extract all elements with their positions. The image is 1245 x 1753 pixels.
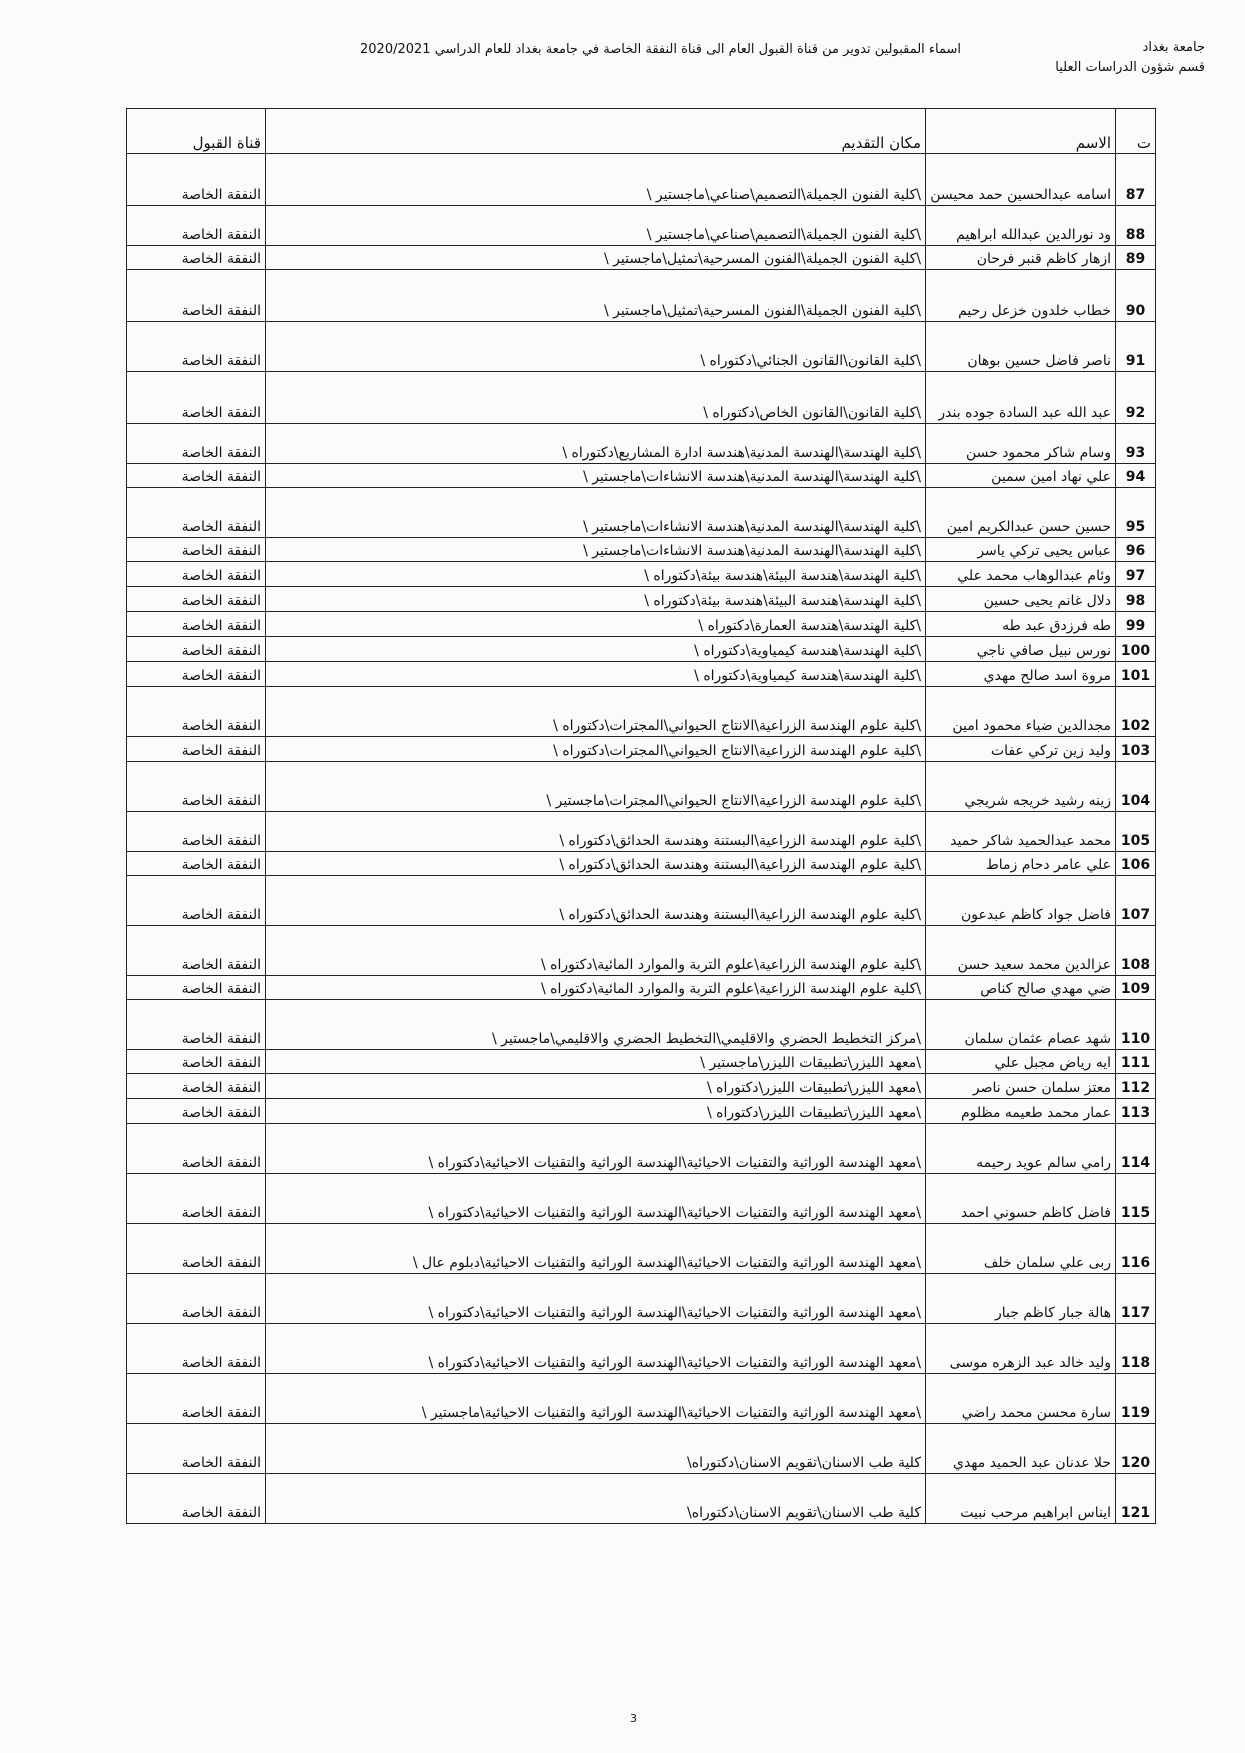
row-channel: النفقة الخاصة <box>127 206 266 246</box>
table-row <box>127 538 1156 562</box>
row-place: \معهد الهندسة الوراثية والتقنيات الاحيائية\الهندسة الوراثية والتقنيات الاحيائية\دبلوم عال \ <box>266 1224 926 1274</box>
row-number: 87 <box>1116 154 1156 206</box>
row-place: \كلية الهندسة\الهندسة المدنية\هندسة الانشاءات\ماجستير \ <box>266 488 926 538</box>
row-place: \كلية الهندسة\هندسة كيمياوية\دكتوراه \ <box>266 637 926 662</box>
table-row <box>127 206 1156 246</box>
row-place: \كلية علوم الهندسة الزراعية\الانتاج الحيواني\المجترات\ماجستير \ <box>266 762 926 812</box>
row-place: \كلية الفنون الجميلة\الفنون المسرحية\تمثيل\ماجستير \ <box>266 246 926 270</box>
row-place: كلية طب الاسنان\تقويم الاسنان\دكتوراه\ <box>266 1424 926 1474</box>
row-number: 120 <box>1116 1424 1156 1474</box>
row-place: \كلية الهندسة\الهندسة المدنية\هندسة ادارة المشاريع\دكتوراه \ <box>266 424 926 464</box>
table-row <box>127 662 1156 687</box>
table-header-row <box>127 109 1156 154</box>
row-name: عبد الله عبد السادة جوده بندر <box>926 372 1116 424</box>
row-name: طه فرزدق عبد طه <box>926 612 1116 637</box>
row-name: عمار محمد طعيمه مظلوم <box>926 1099 1116 1124</box>
row-number: 99 <box>1116 612 1156 637</box>
row-channel: النفقة الخاصة <box>127 1224 266 1274</box>
row-place: \معهد الهندسة الوراثية والتقنيات الاحيائية\الهندسة الوراثية والتقنيات الاحيائية\دكتوراه \ <box>266 1324 926 1374</box>
table-row <box>127 1424 1156 1474</box>
row-number: 112 <box>1116 1074 1156 1099</box>
table-row <box>127 270 1156 322</box>
row-place: كلية طب الاسنان\تقويم الاسنان\دكتوراه\ <box>266 1474 926 1524</box>
table-row <box>127 637 1156 662</box>
row-name: عزالدين محمد سعيد حسن <box>926 926 1116 976</box>
row-number: 91 <box>1116 322 1156 372</box>
row-name: خطاب خلدون خزعل رحيم <box>926 270 1116 322</box>
row-name: معتز سلمان حسن ناصر <box>926 1074 1116 1099</box>
row-channel: النفقة الخاصة <box>127 372 266 424</box>
table-row <box>127 1000 1156 1050</box>
row-name: فاضل كاظم حسوني احمد <box>926 1174 1116 1224</box>
row-channel: النفقة الخاصة <box>127 1000 266 1050</box>
row-number: 100 <box>1116 637 1156 662</box>
row-channel: النفقة الخاصة <box>127 1124 266 1174</box>
department-name: قسم شؤون الدراسات العليا <box>1055 60 1205 75</box>
row-name: ازهار كاظم قنبر فرحان <box>926 246 1116 270</box>
row-channel: النفقة الخاصة <box>127 246 266 270</box>
row-place: \كلية علوم الهندسة الزراعية\البستنة وهندسة الحدائق\دكتوراه \ <box>266 876 926 926</box>
row-number: 102 <box>1116 687 1156 737</box>
header-name: الاسم <box>926 109 1116 154</box>
row-number: 92 <box>1116 372 1156 424</box>
table-row <box>127 464 1156 488</box>
row-number: 104 <box>1116 762 1156 812</box>
row-place: \معهد الهندسة الوراثية والتقنيات الاحيائية\الهندسة الوراثية والتقنيات الاحيائية\ماجستير \ <box>266 1374 926 1424</box>
row-channel: النفقة الخاصة <box>127 562 266 587</box>
row-channel: النفقة الخاصة <box>127 538 266 562</box>
table-row <box>127 687 1156 737</box>
row-number: 108 <box>1116 926 1156 976</box>
table-row <box>127 246 1156 270</box>
row-number: 117 <box>1116 1274 1156 1324</box>
row-number: 97 <box>1116 562 1156 587</box>
table-row <box>127 926 1156 976</box>
row-channel: النفقة الخاصة <box>127 737 266 762</box>
admissions-table <box>126 108 1156 1524</box>
row-place: \كلية علوم الهندسة الزراعية\الانتاج الحيواني\المجترات\دكتوراه \ <box>266 687 926 737</box>
table-row <box>127 852 1156 876</box>
table-row <box>127 737 1156 762</box>
row-number: 121 <box>1116 1474 1156 1524</box>
row-name: هالة جبار كاظم جبار <box>926 1274 1116 1324</box>
row-channel: النفقة الخاصة <box>127 587 266 612</box>
table-row <box>127 762 1156 812</box>
row-channel: النفقة الخاصة <box>127 1274 266 1324</box>
row-number: 109 <box>1116 976 1156 1000</box>
row-channel: النفقة الخاصة <box>127 687 266 737</box>
row-channel: النفقة الخاصة <box>127 154 266 206</box>
row-channel: النفقة الخاصة <box>127 322 266 372</box>
row-name: ناصر فاضل حسين بوهان <box>926 322 1116 372</box>
row-number: 89 <box>1116 246 1156 270</box>
row-channel: النفقة الخاصة <box>127 976 266 1000</box>
row-number: 118 <box>1116 1324 1156 1374</box>
row-number: 111 <box>1116 1050 1156 1074</box>
row-channel: النفقة الخاصة <box>127 464 266 488</box>
row-number: 103 <box>1116 737 1156 762</box>
table-row <box>127 1274 1156 1324</box>
table-row <box>127 612 1156 637</box>
table-row <box>127 1124 1156 1174</box>
row-name: وليد زين تركي عفات <box>926 737 1116 762</box>
row-number: 113 <box>1116 1099 1156 1124</box>
row-channel: النفقة الخاصة <box>127 852 266 876</box>
row-channel: النفقة الخاصة <box>127 812 266 852</box>
row-name: عباس يحيى تركي ياسر <box>926 538 1116 562</box>
table-row <box>127 1074 1156 1099</box>
table-row <box>127 1224 1156 1274</box>
row-channel: النفقة الخاصة <box>127 1050 266 1074</box>
row-place: \معهد الهندسة الوراثية والتقنيات الاحيائية\الهندسة الوراثية والتقنيات الاحيائية\دكتوراه \ <box>266 1124 926 1174</box>
table-row <box>127 488 1156 538</box>
row-name: وليد خالد عبد الزهره موسى <box>926 1324 1116 1374</box>
row-channel: النفقة الخاصة <box>127 488 266 538</box>
row-name: دلال غانم يحيى حسين <box>926 587 1116 612</box>
university-name: جامعة بغداد <box>1142 40 1205 55</box>
row-place: \كلية الفنون الجميلة\التصميم\صناعي\ماجستير \ <box>266 206 926 246</box>
row-place: \كلية الهندسة\الهندسة المدنية\هندسة الانشاءات\ماجستير \ <box>266 464 926 488</box>
table-row <box>127 562 1156 587</box>
page-number: 3 <box>630 1712 637 1725</box>
row-number: 119 <box>1116 1374 1156 1424</box>
row-name: مروة اسد صالح مهدي <box>926 662 1116 687</box>
row-channel: النفقة الخاصة <box>127 926 266 976</box>
table-row <box>127 876 1156 926</box>
row-number: 116 <box>1116 1224 1156 1274</box>
table-row <box>127 154 1156 206</box>
row-name: شهد عصام عثمان سلمان <box>926 1000 1116 1050</box>
row-place: \كلية الهندسة\هندسة العمارة\دكتوراه \ <box>266 612 926 637</box>
table-row <box>127 1474 1156 1524</box>
row-number: 95 <box>1116 488 1156 538</box>
row-channel: النفقة الخاصة <box>127 270 266 322</box>
table-row <box>127 1099 1156 1124</box>
row-name: نورس نبيل صافي ناجي <box>926 637 1116 662</box>
row-number: 96 <box>1116 538 1156 562</box>
row-place: \معهد الهندسة الوراثية والتقنيات الاحيائية\الهندسة الوراثية والتقنيات الاحيائية\دكتوراه \ <box>266 1274 926 1324</box>
row-name: اسامه عبدالحسين حمد محيسن <box>926 154 1116 206</box>
row-name: سارة محسن محمد راضي <box>926 1374 1116 1424</box>
row-number: 101 <box>1116 662 1156 687</box>
row-place: \كلية علوم الهندسة الزراعية\علوم التربة والموارد المائية\دكتوراه \ <box>266 976 926 1000</box>
table-row <box>127 1050 1156 1074</box>
row-name: محمد عبدالحميد شاكر حميد <box>926 812 1116 852</box>
row-place: \معهد الليزر\تطبيقات الليزر\ماجستير \ <box>266 1050 926 1074</box>
row-channel: النفقة الخاصة <box>127 1324 266 1374</box>
row-name: رامي سالم عويد رحيمه <box>926 1124 1116 1174</box>
header-num: ت <box>1116 109 1156 154</box>
row-place: \كلية الفنون الجميلة\الفنون المسرحية\تمثيل\ماجستير \ <box>266 270 926 322</box>
row-channel: النفقة الخاصة <box>127 876 266 926</box>
row-place: \كلية علوم الهندسة الزراعية\علوم التربة والموارد المائية\دكتوراه \ <box>266 926 926 976</box>
row-name: حسين حسن عبدالكريم امين <box>926 488 1116 538</box>
document-title: اسماء المقبولين تدوير من قناة القبول العام الى قناة النفقة الخاصة في جامعة بغداد للعام الدراسي 2020/2021 <box>360 42 962 57</box>
row-number: 110 <box>1116 1000 1156 1050</box>
row-channel: النفقة الخاصة <box>127 1174 266 1224</box>
row-place: \كلية القانون\القانون الخاص\دكتوراه \ <box>266 372 926 424</box>
row-place: \كلية علوم الهندسة الزراعية\البستنة وهندسة الحدائق\دكتوراه \ <box>266 812 926 852</box>
row-place: \كلية الهندسة\هندسة البيئة\هندسة بيئة\دكتوراه \ <box>266 562 926 587</box>
row-name: علي عامر دحام زماط <box>926 852 1116 876</box>
row-name: ايه رياض مجبل علي <box>926 1050 1116 1074</box>
row-number: 106 <box>1116 852 1156 876</box>
row-name: ربى علي سلمان خلف <box>926 1224 1116 1274</box>
row-name: ايناس ابراهيم مرحب نبيت <box>926 1474 1116 1524</box>
row-name: حلا عدنان عبد الحميد مهدي <box>926 1424 1116 1474</box>
row-name: ضي مهدي صالح كناص <box>926 976 1116 1000</box>
row-channel: النفقة الخاصة <box>127 1424 266 1474</box>
row-number: 114 <box>1116 1124 1156 1174</box>
row-name: زينه رشيد خريجه شريجي <box>926 762 1116 812</box>
row-number: 105 <box>1116 812 1156 852</box>
row-place: \كلية الهندسة\هندسة كيمياوية\دكتوراه \ <box>266 662 926 687</box>
row-channel: النفقة الخاصة <box>127 662 266 687</box>
table-row <box>127 322 1156 372</box>
organization-block <box>1055 38 1205 78</box>
row-place: \مركز التخطيط الحضري والاقليمي\التخطيط الحضري والاقليمي\ماجستير \ <box>266 1000 926 1050</box>
row-place: \معهد الليزر\تطبيقات الليزر\دكتوراه \ <box>266 1074 926 1099</box>
row-number: 93 <box>1116 424 1156 464</box>
row-place: \كلية الهندسة\هندسة البيئة\هندسة بيئة\دكتوراه \ <box>266 587 926 612</box>
row-channel: النفقة الخاصة <box>127 1374 266 1424</box>
row-name: فاضل جواد كاظم عبدعون <box>926 876 1116 926</box>
table-row <box>127 1324 1156 1374</box>
table-row <box>127 976 1156 1000</box>
row-place: \معهد الليزر\تطبيقات الليزر\دكتوراه \ <box>266 1099 926 1124</box>
row-channel: النفقة الخاصة <box>127 762 266 812</box>
row-name: مجدالدين ضياء محمود امين <box>926 687 1116 737</box>
table-row <box>127 424 1156 464</box>
row-place: \كلية الهندسة\الهندسة المدنية\هندسة الانشاءات\ماجستير \ <box>266 538 926 562</box>
row-place: \كلية علوم الهندسة الزراعية\الانتاج الحيواني\المجترات\دكتوراه \ <box>266 737 926 762</box>
row-number: 88 <box>1116 206 1156 246</box>
header-channel: قناة القبول <box>127 109 266 154</box>
table-row <box>127 372 1156 424</box>
table-row <box>127 587 1156 612</box>
row-name: وئام عبدالوهاب محمد علي <box>926 562 1116 587</box>
row-number: 98 <box>1116 587 1156 612</box>
row-channel: النفقة الخاصة <box>127 424 266 464</box>
table-body <box>127 154 1156 1524</box>
table-row <box>127 1174 1156 1224</box>
header-place: مكان التقديم <box>266 109 926 154</box>
table-row <box>127 812 1156 852</box>
row-place: \معهد الهندسة الوراثية والتقنيات الاحيائية\الهندسة الوراثية والتقنيات الاحيائية\دكتوراه \ <box>266 1174 926 1224</box>
row-name: وسام شاكر محمود حسن <box>926 424 1116 464</box>
row-channel: النفقة الخاصة <box>127 612 266 637</box>
row-number: 90 <box>1116 270 1156 322</box>
row-channel: النفقة الخاصة <box>127 637 266 662</box>
row-place: \كلية الفنون الجميلة\التصميم\صناعي\ماجستير \ <box>266 154 926 206</box>
row-number: 107 <box>1116 876 1156 926</box>
row-name: علي نهاد امين سمين <box>926 464 1116 488</box>
document-header <box>0 38 1245 88</box>
row-channel: النفقة الخاصة <box>127 1099 266 1124</box>
row-place: \كلية علوم الهندسة الزراعية\البستنة وهندسة الحدائق\دكتوراه \ <box>266 852 926 876</box>
row-channel: النفقة الخاصة <box>127 1074 266 1099</box>
table-row <box>127 1374 1156 1424</box>
row-number: 115 <box>1116 1174 1156 1224</box>
row-place: \كلية القانون\القانون الجنائي\دكتوراه \ <box>266 322 926 372</box>
row-name: ود نورالدين عبدالله ابراهيم <box>926 206 1116 246</box>
row-channel: النفقة الخاصة <box>127 1474 266 1524</box>
row-number: 94 <box>1116 464 1156 488</box>
